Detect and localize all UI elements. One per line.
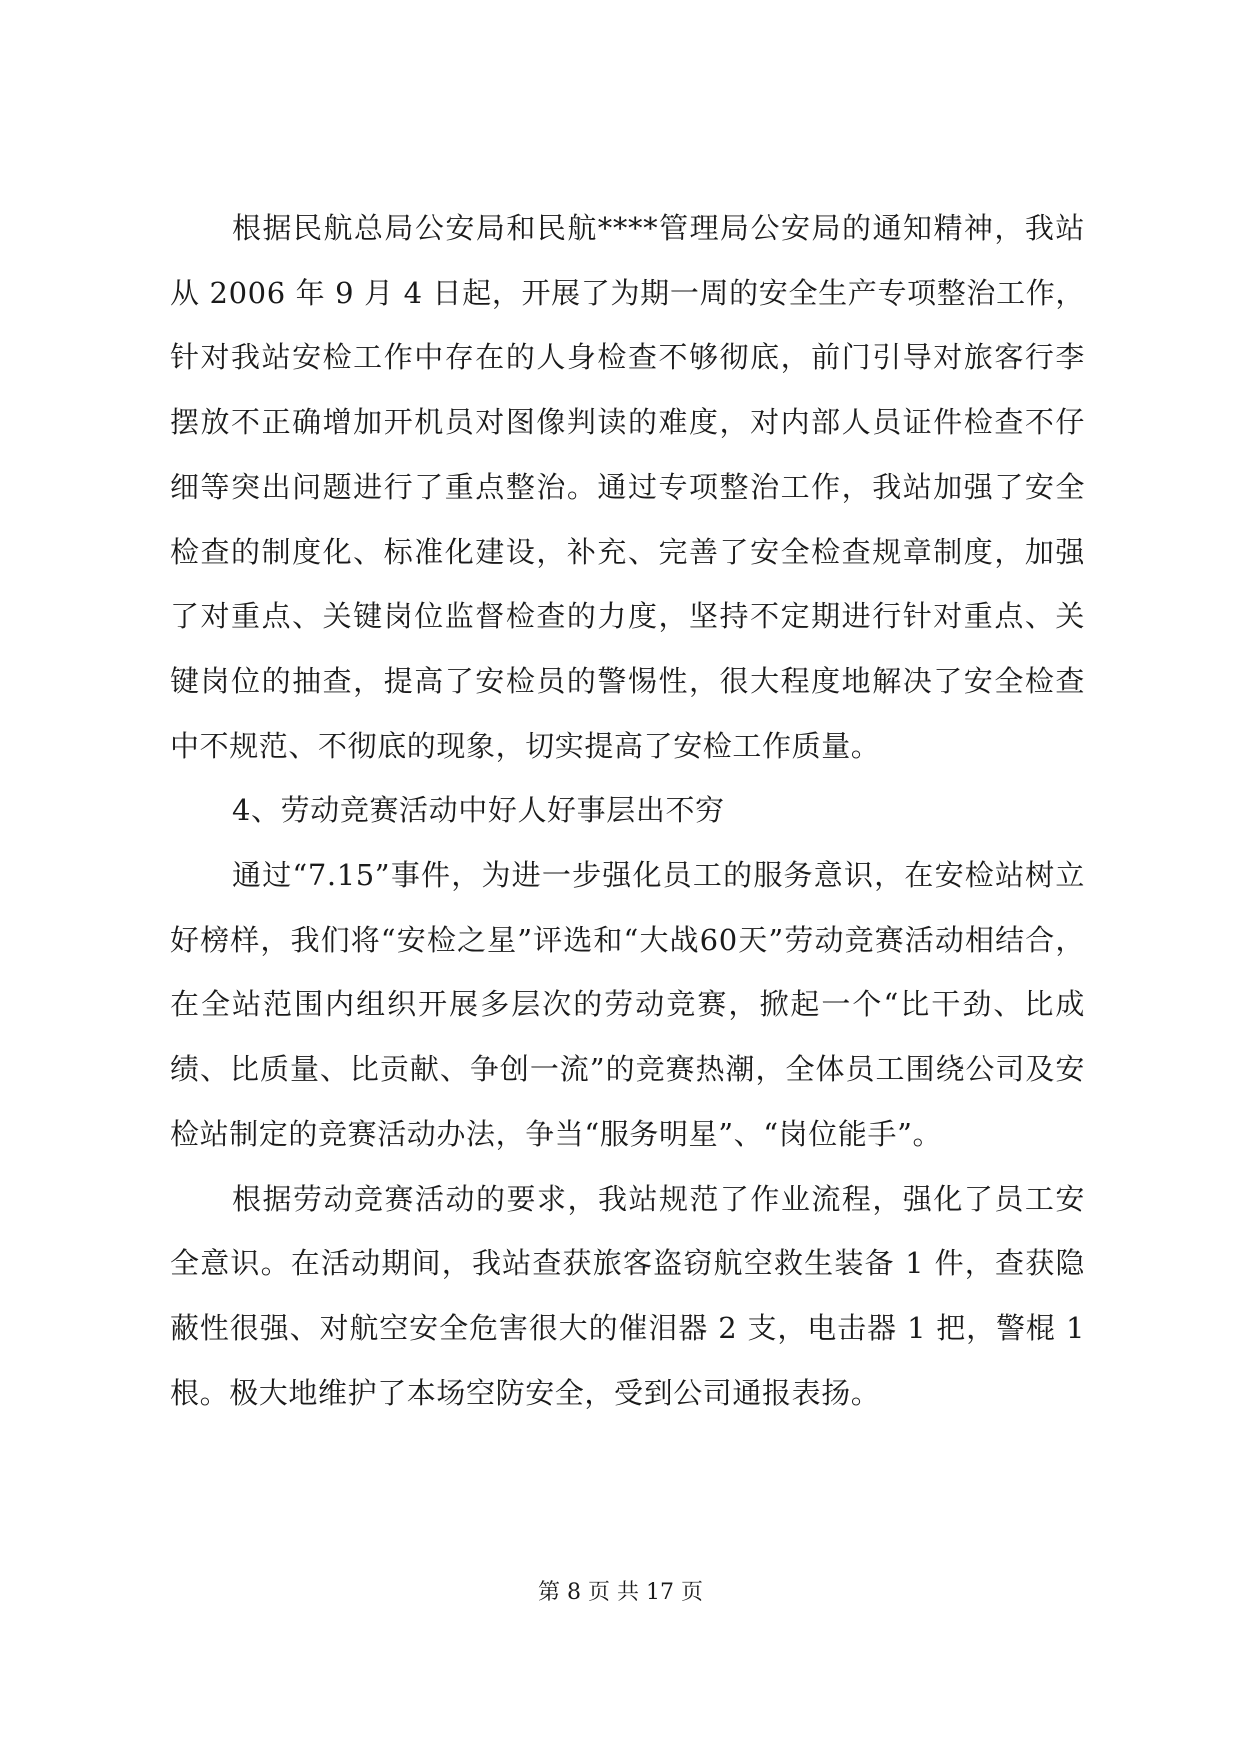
paragraph-labor-competition: 通过“7.15”事件，为进一步强化员工的服务意识，在安检站树立好榜样，我们将“安检之星”评选和“大战60天”劳动竞赛活动相结合，在全站范围内组织开展多层次的劳动竞赛，掀起一个“比干劲、比成绩、比质量、比贡献、争创一流”的竞赛热潮，全体员工围绕公司及安检站制定的竞赛活动办法，争当“服务明星”、“岗位能手”。 — [170, 858, 1085, 1151]
paragraph-competition-results: 根据劳动竞赛活动的要求，我站规范了作业流程，强化了员工安全意识。在活动期间，我站查获旅客盗窃航空救生装备 1 件，查获隐蔽性很强、对航空安全危害很大的催泪器 2 支，电击器 1 把，警棍 1 根。极大地维护了本场空防安全，受到公司通报表扬。 — [170, 1181, 1095, 1410]
paragraph-security-rectification: 根据民航总局公安局和民航****管理局公安局的通知精神，我站从 2006 年 9 月 4 日起，开展了为期一周的安全生产专项整治工作，针对我站安检工作中存在的人身检查不够彻底，前门引导对旅客行李摆放不正确增加开机员对图像判读的难度，对内部人员证件检查不仔细等突出问题进行了重点整治。通过专项整治工作，我站加强了安全检查的制度化、标准化建设，补充、完善了安全检查规章制度，加强了对重点、关键岗位监督检查的力度，坚持不定期进行针对重点、关键岗位的抽查，提高了安检员的警惕性，很大程度地解决了安全检查中不规范、不彻底的现象，切实提高了安检工作质量。 — [170, 211, 1085, 763]
page-footer: 第 8 页 共 17 页 — [538, 1580, 703, 1605]
document-body — [170, 196, 1095, 1425]
section-heading-labor-competition: 4、劳动竞赛活动中好人好事层出不穷 — [232, 793, 725, 828]
